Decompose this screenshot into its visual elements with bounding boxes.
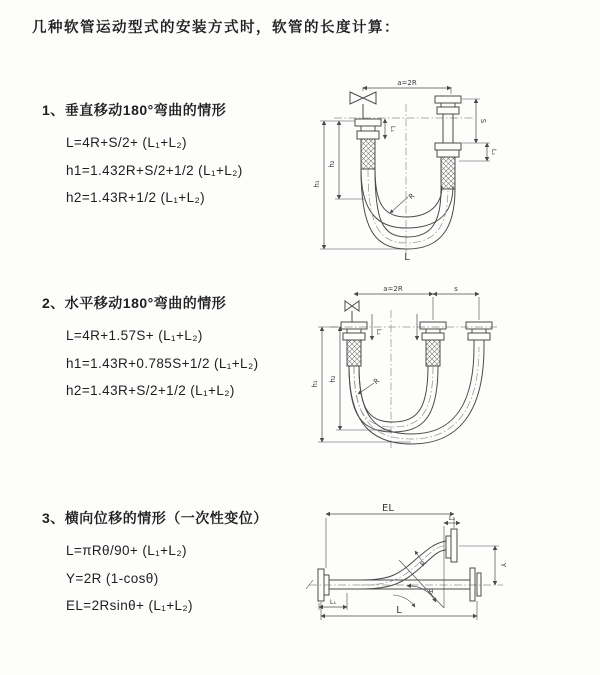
section-3 [42,508,310,620]
dimensions [313,79,498,263]
dim-label-r: R [418,559,429,569]
formula-h1: h1=1.43R+0.785S+1/2 (L₁+L₂) [66,355,259,371]
dim-label-h2: h₂ [329,375,337,383]
dim-label-s: S [479,118,487,124]
formula-y: Y=2R (1-cosθ) [66,570,159,586]
dim-label-l1: L₁ [375,328,383,336]
dim-label-h2: h₂ [328,160,336,168]
formula-l: L=4R+S/2+ (L₁+L₂) [66,135,187,150]
section-3-heading: 3、横向位移的情形（一次性变位） [42,510,268,526]
right-hose-fitting [466,322,492,347]
dim-label-a2r: a=2R [397,79,417,87]
dim-label-y: Y [499,562,507,568]
dim-label-l1: L₁ [329,598,337,606]
dim-label-a2r: a=2R [383,285,403,293]
dim-label-theta: θ [428,588,434,596]
left-hose-fitting [355,119,381,169]
centerlines [306,580,503,589]
section-2-heading: 2、水平移动180°弯曲的情形 [42,295,227,311]
dim-label-l: L [396,605,402,616]
dim-label-l2: L₂ [490,148,498,156]
formula-l: L=4R+1.57S+ (L₁+L₂) [66,328,203,343]
dim-label-r: R [372,376,382,387]
hose-u-bend [349,347,484,444]
left-hose-fitting [341,322,367,366]
formula-el: EL=2Rsinθ+ (L₁+L₂) [66,598,193,613]
dim-label-l2: L₂ [448,514,456,522]
valve-icon [345,301,359,322]
straight-pipe-original-position [329,568,481,601]
dim-label-el: EL [382,503,394,514]
section-2 [42,293,310,405]
dim-label-l1: L₁ [389,125,397,133]
dim-label-s: s [454,285,458,293]
dim-label-h1: h₁ [311,380,319,388]
dim-label-h1: h₁ [313,180,321,188]
formula-h2: h2=1.43R+1/2 (L₁+L₂) [66,190,206,205]
diagram-vertical-180-bend [306,76,591,261]
middle-hose-fitting [420,322,446,366]
right-hose-fitting [435,96,461,189]
dim-label-l: L [404,252,410,263]
diagram-lateral-displacement [303,498,533,643]
section-1 [42,100,310,212]
dim-label-r: R [407,191,417,202]
valve-icon [350,92,376,119]
formula-h1: h1=1.432R+S/2+1/2 (L₁+L₂) [66,162,243,178]
formula-l: L=πRθ/90+ (L₁+L₂) [66,543,187,558]
diagram-horizontal-180-bend [312,284,597,454]
section-1-heading: 1、垂直移动180°弯曲的情形 [42,102,227,118]
page-title: 几种软管运动型式的安装方式时，软管的长度计算： [32,20,400,36]
formula-h2: h2=1.43R+S/2+1/2 (L₁+L₂) [66,383,235,398]
